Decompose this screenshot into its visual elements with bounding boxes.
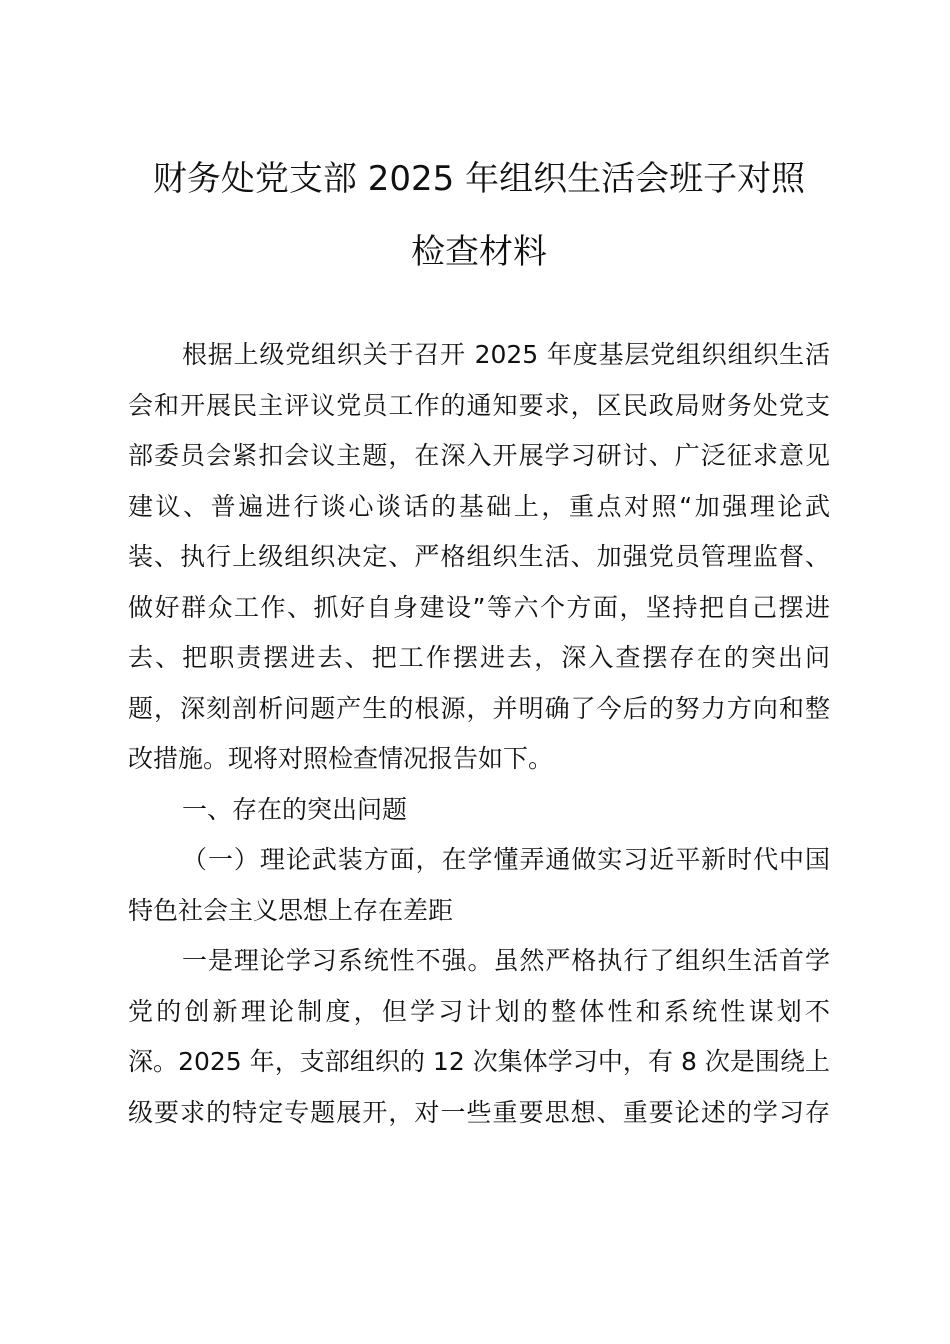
paragraph-line: 深。2025 年，支部组织的 12 次集体学习中，有 8 次是围绕上: [128, 1047, 830, 1076]
subsection-heading-line: （一）理论武装方面，在学懂弄通做实习近平新时代中国: [182, 845, 830, 874]
document-body: [128, 330, 830, 1138]
paragraph-line: 部委员会紧扣会议主题，在深入开展学习研讨、广泛征求意见: [128, 441, 830, 470]
section-heading-line: 一、存在的突出问题: [182, 794, 408, 824]
paragraph-line: 会和开展民主评议党员工作的通知要求，区民政局财务处党支: [128, 390, 830, 420]
paragraph-line: 党的创新理论制度，但学习计划的整体性和系统性谋划不: [128, 996, 830, 1026]
paragraph-line: 做好群众工作、抓好自身建设”等六个方面，坚持把自己摆进: [128, 592, 830, 622]
title-line-2: 检查材料: [411, 232, 547, 272]
document-title: [128, 143, 830, 289]
paragraph-line: 改措施。现将对照检查情况报告如下。: [128, 744, 554, 773]
intro-paragraph: [128, 330, 830, 785]
section-heading-problems: [128, 785, 830, 836]
subsection-heading-line: 特色社会主义思想上存在差距: [128, 895, 454, 925]
point-one-paragraph: [128, 936, 830, 1138]
paragraph-line: 一是理论学习系统性不强。虽然严格执行了组织生活首学: [182, 946, 830, 975]
paragraph-line: 装、执行上级组织决定、严格组织生活、加强党员管理监督、: [128, 542, 830, 571]
paragraph-line: 去、把职责摆进去、把工作摆进去，深入查摆存在的突出问: [128, 643, 830, 672]
title-line-1: 财务处党支部 2025 年组织生活会班子对照: [152, 159, 806, 199]
subsection-heading-theory: [128, 835, 830, 936]
paragraph-line: 题，深刻剖析问题产生的根源，并明确了今后的努力方向和整: [128, 693, 830, 723]
paragraph-line: 级要求的特定专题展开，对一些重要思想、重要论述的学习存: [128, 1097, 830, 1127]
paragraph-line: 根据上级党组织关于召开 2025 年度基层党组织组织生活: [182, 340, 830, 369]
paragraph-line: 建议、普遍进行谈心谈话的基础上，重点对照“加强理论武: [128, 491, 830, 521]
